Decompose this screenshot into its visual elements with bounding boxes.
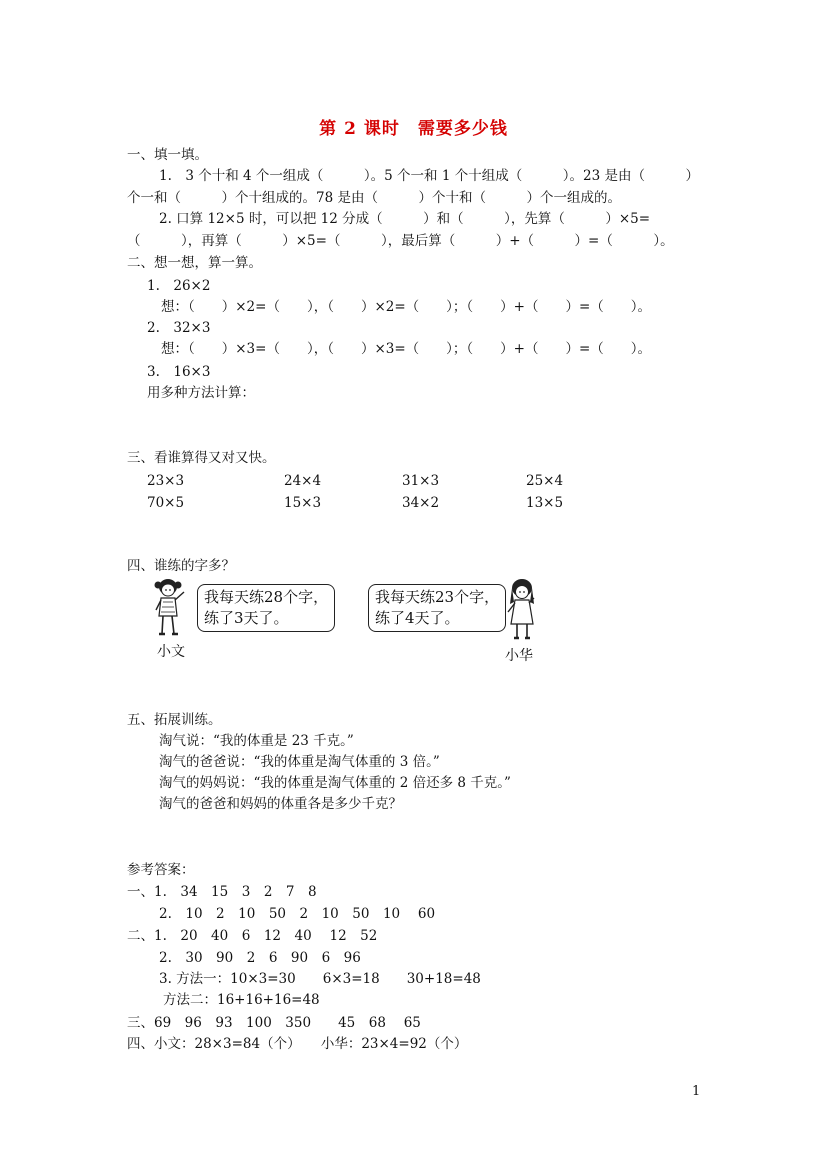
character-name-xiaohua: 小华 [505, 648, 533, 664]
section-5-line: 淘气的爸爸说：“我的体重是淘气体重的 3 倍。” [159, 754, 440, 770]
section-1-q1-line-a: 1. 3 个十和 4 个一组成（ ）。5 个一和 1 个十组成（ ）。23 是由（ ） [159, 168, 699, 184]
bubble-line: 练了4天了。 [375, 609, 460, 627]
section-2-q2-think: 想：（ ）×3=（ ），（ ）×3=（ ）；（ ）+（ ）=（ ）。 [161, 341, 652, 357]
section-2-q3-task: 用多种方法计算： [147, 385, 255, 401]
calc-item: 31×3 [402, 473, 440, 489]
section-1-heading: 一、填一填。 [127, 147, 208, 163]
bubble-line: 练了3天了。 [204, 609, 289, 627]
section-2-q2: 2. 32×3 [147, 320, 211, 336]
calc-item: 70×5 [147, 495, 185, 511]
answer-line: 三、69 96 93 100 350 45 68 65 [127, 1015, 421, 1031]
answers-heading: 参考答案： [127, 862, 195, 878]
calc-item: 15×3 [284, 495, 322, 511]
calc-item: 34×2 [402, 495, 440, 511]
calc-item: 25×4 [526, 473, 564, 489]
character-name-xiaowen: 小文 [157, 644, 185, 660]
answer-line: 四、小文：28×3=84（个） 小华：23×4=92（个） [127, 1036, 468, 1052]
calc-item: 23×3 [147, 473, 185, 489]
section-5-line: 淘气的爸爸和妈妈的体重各是多少千克？ [159, 796, 402, 812]
speech-bubble-xiaowen [197, 584, 335, 632]
section-5-line: 淘气的妈妈说：“我的体重是淘气体重的 2 倍还多 8 千克。” [159, 775, 511, 791]
answer-line: 2. 10 2 10 50 2 10 50 10 60 [159, 906, 436, 922]
bubble-line: 我每天练28个字， [204, 588, 329, 606]
calc-item: 24×4 [284, 473, 322, 489]
section-2-q1-think: 想：（ ）×2=（ ），（ ）×2=（ ）；（ ）+（ ）=（ ）。 [161, 299, 652, 315]
girl-xiaohua-illustration [500, 576, 544, 646]
section-1-q2-line-b: （ ），再算（ ）×5=（ ），最后算（ ）+（ ）=（ ）。 [127, 233, 674, 249]
section-1-q1-line-b: 个一和（ ）个十组成的。78 是由（ ）个十和（ ）个一组成的。 [127, 190, 621, 206]
answer-line: 方法二：16+16+16=48 [163, 992, 320, 1008]
calc-item: 13×5 [526, 495, 564, 511]
speech-bubble-xiaohua [368, 584, 506, 632]
answer-line: 二、1. 20 40 6 12 40 12 52 [127, 928, 378, 944]
section-2-q1: 1. 26×2 [147, 278, 211, 294]
section-2-q3: 3. 16×3 [147, 364, 211, 380]
section-2-heading: 二、想一想，算一算。 [127, 255, 262, 271]
section-5-line: 淘气说：“我的体重是 23 千克。” [159, 733, 354, 749]
answer-line: 一、1. 34 15 3 2 7 8 [127, 884, 317, 900]
page-number: 1 [692, 1084, 701, 1099]
section-1-q2-line-a: 2. 口算 12×5 时，可以把 12 分成（ ）和（ ），先算（ ）×5= [159, 211, 651, 227]
answer-line: 2. 30 90 2 6 90 6 96 [159, 950, 361, 966]
answer-line: 3. 方法一：10×3=30 6×3=18 30+18=48 [159, 971, 481, 987]
section-4-heading: 四、谁练的字多？ [127, 558, 235, 574]
section-5-heading: 五、拓展训练。 [127, 712, 222, 728]
page-title: 第 2 课时 需要多少钱 [319, 119, 508, 139]
girl-xiaowen-illustration [150, 576, 200, 644]
section-3-heading: 三、看谁算得又对又快。 [127, 450, 276, 466]
bubble-line: 我每天练23个字， [375, 588, 500, 606]
